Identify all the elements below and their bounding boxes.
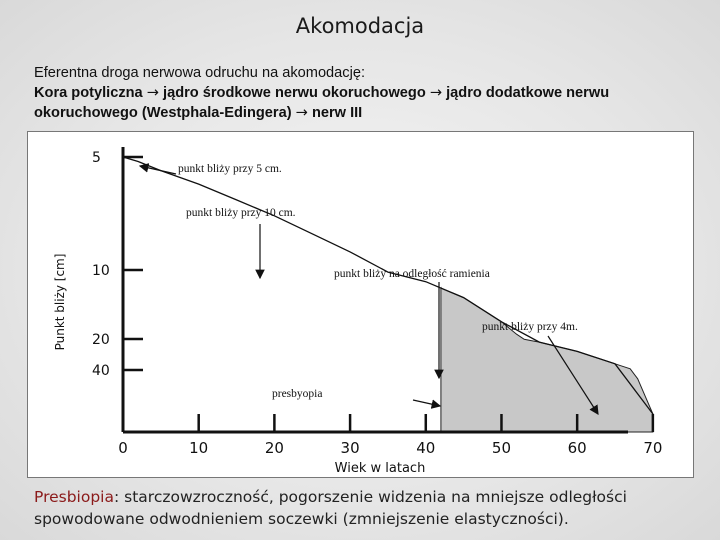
annotation-label: presbyopia [272, 388, 323, 400]
x-axis-label: Wiek w latach [334, 461, 426, 476]
y-tick-label: 20 [92, 332, 110, 348]
arrow-right-icon: → [146, 84, 159, 101]
intro-text [34, 64, 694, 123]
pathway-step-2: jądro środkowe nerwu okoruchowego [163, 85, 426, 101]
arrow-right-icon: → [295, 104, 308, 121]
x-tick-label: 0 [118, 439, 128, 457]
near-point-chart [28, 132, 693, 477]
annotation-arrow [413, 400, 440, 406]
presbyopia-shaded-area [441, 288, 653, 432]
intro-line: Eferentna droga nerwowa odruchu na akomodację: [34, 65, 366, 81]
x-tick-label: 60 [567, 439, 587, 457]
pathway-step-1: Kora potyliczna [34, 85, 143, 101]
x-tick-label: 10 [189, 439, 209, 457]
x-tick-label: 40 [416, 439, 436, 457]
x-tick-label: 30 [340, 439, 360, 457]
y-tick-label: 40 [92, 363, 110, 379]
pathway-step-4: nerw III [311, 105, 363, 121]
pathway-text [34, 83, 694, 123]
annotation-label: punkt bliży przy 10 cm. [186, 207, 296, 219]
slide-title: Akomodacja [295, 14, 425, 38]
y-axis-label: Punkt bliży [cm] [53, 253, 67, 351]
annotation-label: punkt bliży przy 4m. [482, 321, 578, 333]
definition-text: : starczowzroczność, pogorszenie widzenia na mniejsze odległości spowodowane odwodnieniem soczewki (zmniejszenie elastyczności). [34, 488, 627, 528]
x-tick-label: 70 [643, 439, 663, 457]
x-tick-label: 20 [264, 439, 284, 457]
annotation-label: punkt bliży przy 5 cm. [178, 163, 282, 175]
pathway-step-3: jądro dodatkowe nerwu okoruchowego (Westphala-Edingera) [34, 85, 610, 121]
presbyopia-term: Presbiopia [34, 488, 114, 506]
x-tick-label: 50 [491, 439, 512, 457]
arrow-right-icon: → [429, 84, 443, 101]
annotation-arrow [140, 166, 176, 174]
presbyopia-definition [34, 486, 704, 530]
chart-frame [27, 131, 694, 478]
annotation-label: punkt bliży na odległość ramienia [334, 268, 490, 280]
y-tick-label: 10 [92, 263, 110, 279]
y-tick-label: 5 [92, 150, 101, 166]
